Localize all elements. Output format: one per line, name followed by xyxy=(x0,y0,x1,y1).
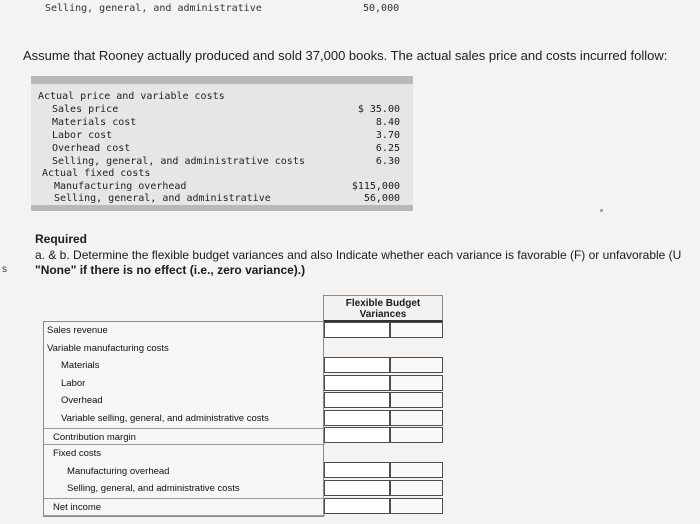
actual-costs-panel xyxy=(31,76,413,211)
variance-amount-input[interactable] xyxy=(324,392,390,408)
row-label: Contribution margin xyxy=(53,431,136,443)
variance-amount-input[interactable] xyxy=(324,357,390,373)
table-row xyxy=(44,375,325,393)
top-row-value: 50,000 xyxy=(363,3,400,14)
table-row xyxy=(44,480,325,498)
variance-type-select[interactable] xyxy=(390,427,443,443)
actual-row-label: Labor cost xyxy=(52,130,113,141)
variance-type-select[interactable] xyxy=(390,498,443,514)
table-row xyxy=(44,322,325,340)
fixed-row-value: $115,000 xyxy=(351,181,400,192)
actual-row-label: Overhead cost xyxy=(52,143,131,154)
stray-dot xyxy=(600,209,603,212)
variance-amount-input[interactable] xyxy=(324,480,390,496)
variance-type-select[interactable] xyxy=(390,357,443,373)
variance-amount-input[interactable] xyxy=(324,462,390,478)
variance-type-select[interactable] xyxy=(390,480,443,496)
row-label: Manufacturing overhead xyxy=(67,465,170,477)
actual-row-label: Materials cost xyxy=(52,117,137,128)
top-row-label: Selling, general, and administrative xyxy=(45,3,262,14)
assumption-text: Assume that Rooney actually produced and sold 37,000 books. The actual sales price and costs incurred follow: xyxy=(23,48,668,63)
variance-type-select[interactable] xyxy=(390,322,443,338)
variance-amount-input[interactable] xyxy=(324,498,390,514)
variance-amount-input[interactable] xyxy=(324,322,390,338)
table-row xyxy=(44,392,325,410)
panel-bottom-stripe xyxy=(31,205,413,211)
actual-row-value: 6.30 xyxy=(375,156,400,167)
required-heading: Required xyxy=(35,232,88,246)
row-label: Fixed costs xyxy=(53,448,102,460)
previous-content-row xyxy=(0,0,700,18)
variance-amount-input[interactable] xyxy=(324,410,390,426)
table-row xyxy=(44,357,325,375)
fixed-row-label: Manufacturing overhead xyxy=(54,181,187,192)
row-label: Selling, general, and administrative costs xyxy=(67,483,240,495)
table-row xyxy=(44,445,325,463)
actual-heading: Actual price and variable costs xyxy=(38,91,225,102)
variance-type-select[interactable] xyxy=(390,462,443,478)
variance-type-select[interactable] xyxy=(390,375,443,391)
actual-row-value: $ 35.00 xyxy=(357,104,400,115)
table-row xyxy=(44,463,325,481)
table-row xyxy=(44,498,325,516)
table-row xyxy=(44,340,325,358)
variance-type-select[interactable] xyxy=(390,392,443,408)
row-label: Materials xyxy=(61,360,100,372)
question-line-1: a. & b. Determine the flexible budget variances and also Indicate whether each variance is favorable (F) or unfavorable (U xyxy=(35,248,682,262)
actual-row-label: Selling, general, and administrative costs xyxy=(52,156,305,167)
fixed-row-label: Selling, general, and administrative xyxy=(54,193,271,204)
fixed-heading: Actual fixed costs xyxy=(42,168,151,179)
actual-row-value: 6.25 xyxy=(375,143,400,154)
table-row xyxy=(44,410,325,428)
table-row xyxy=(44,428,325,446)
panel-top-stripe xyxy=(31,76,413,84)
variance-table xyxy=(43,321,443,517)
actual-row-value: 8.40 xyxy=(375,117,400,128)
row-label: Variable selling, general, and administrative costs xyxy=(61,413,269,424)
question-text xyxy=(35,248,681,262)
row-labels-column xyxy=(43,321,324,517)
side-mark: s xyxy=(2,264,7,275)
question-note: "None" if there is no effect (i.e., zero variance).) xyxy=(35,263,306,277)
actual-row-value: 3.70 xyxy=(375,130,400,141)
variance-amount-input[interactable] xyxy=(324,427,390,443)
row-label: Overhead xyxy=(61,395,103,407)
fixed-row-value: 56,000 xyxy=(363,193,400,204)
actual-row-label: Sales price xyxy=(52,104,119,115)
flexible-budget-variances-header: Flexible Budget Variances xyxy=(323,295,443,322)
row-label: Variable manufacturing costs xyxy=(47,342,169,354)
row-label: Sales revenue xyxy=(47,325,108,336)
variance-amount-input[interactable] xyxy=(324,375,390,391)
variance-type-select[interactable] xyxy=(390,410,443,426)
row-label: Net income xyxy=(53,502,102,513)
row-label: Labor xyxy=(61,377,86,389)
